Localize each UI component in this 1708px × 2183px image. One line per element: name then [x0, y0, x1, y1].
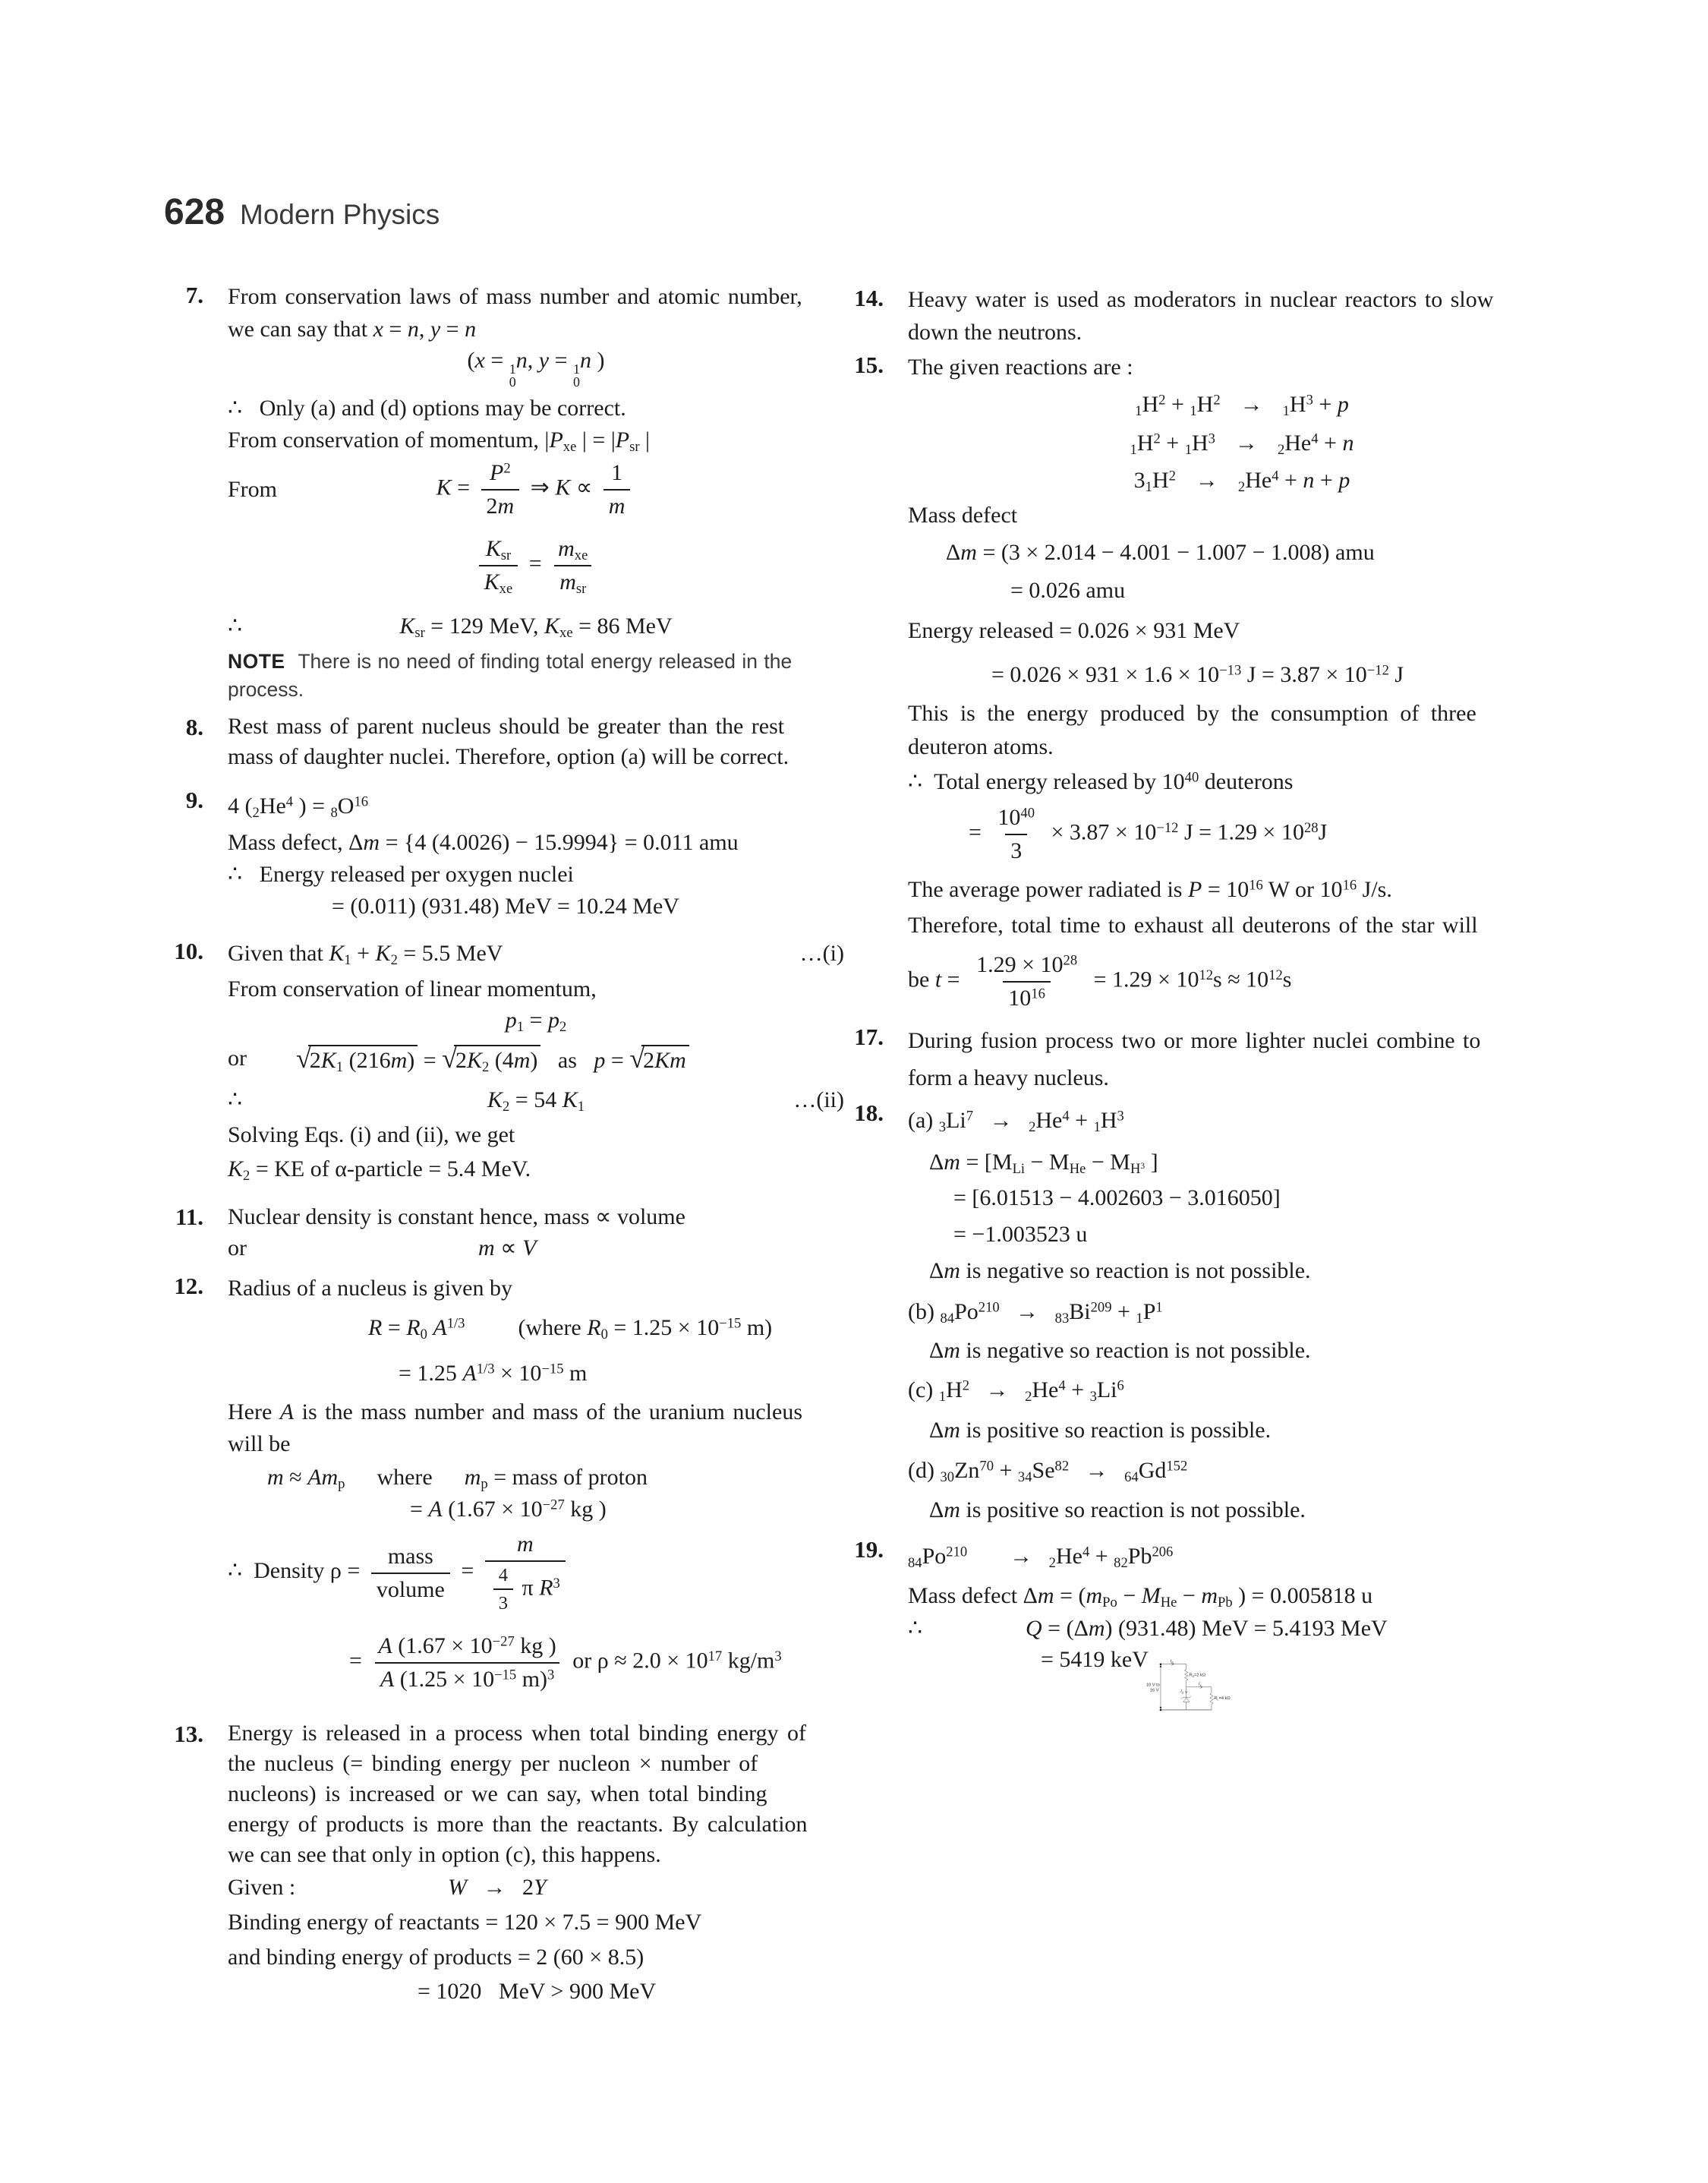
line-content: $K_2$ = KE of α-particle = 5.4 MeV.	[228, 1156, 531, 1184]
solution-item-17	[854, 1021, 1576, 1095]
line-content: Δm is negative so reaction is not possible.	[929, 1338, 1311, 1364]
solution-line	[908, 1534, 1576, 1579]
solution-item-10	[174, 935, 844, 1186]
line-prefix: From	[228, 477, 278, 503]
solution-line	[228, 425, 844, 456]
line-content: (c) $_1H^2 \to _2He^4 + _3Li^6$	[908, 1377, 1124, 1405]
solution-item-12	[174, 1270, 844, 1705]
item-number: 11.	[175, 1203, 203, 1230]
supply-label-line1: 10 V to	[1145, 1683, 1160, 1688]
solution-line	[908, 1144, 1576, 1181]
solution-line	[908, 1289, 1576, 1334]
il-label: $I_L$	[1199, 1681, 1202, 1687]
solution-line	[228, 935, 844, 972]
line-content: $\Delta m = [M_{Li} - M_{He} - M_{H^3}$ ]	[929, 1150, 1158, 1178]
solution-line	[908, 765, 1576, 799]
solution-line	[228, 391, 844, 425]
line-content: = $\frac{A (1.67 \times 10^{-27} kg )}{A (1.25 \times 10^{-15} m)^3}$ or $\rho \approx 2.0 \times 10^{17}$ $kg/m^3$	[349, 1633, 782, 1692]
solution-line	[908, 1021, 1576, 1061]
solution-line	[908, 349, 1576, 386]
solution-line	[228, 345, 844, 391]
line-content: Δm is positive so reaction is possible.	[929, 1417, 1272, 1443]
solution-item-7	[185, 279, 844, 706]
line-content: the nucleus (= binding energy per nucleon × number of	[228, 1751, 758, 1777]
line-content: m ∝ V	[478, 1235, 537, 1261]
line-content: (a) $_3Li^7 \to _2He^4 + _1H^3$	[908, 1108, 1124, 1136]
solution-line	[228, 1779, 844, 1809]
solution-line	[228, 1350, 844, 1397]
solution-line	[228, 1035, 844, 1082]
line-content: Binding energy of reactants = 120 × 7.5 = 900 MeV	[228, 1910, 702, 1935]
solution-line	[228, 1460, 844, 1494]
solution-line	[228, 1940, 844, 1974]
zener-diode	[1183, 1698, 1190, 1702]
solution-line	[228, 1201, 844, 1232]
solution-line	[908, 1216, 1576, 1253]
line-content: $_1H^2 + _1H^2 \to _1H^3 + p$	[1135, 392, 1349, 420]
item-number: 9.	[185, 787, 203, 813]
solution-line	[228, 1749, 844, 1779]
solution-item-13	[174, 1718, 844, 2008]
solution-line	[908, 317, 1576, 349]
line-content: From conservation of linear momentum,	[228, 976, 597, 1002]
supply-arrowhead-down	[1159, 1707, 1161, 1709]
line-content: = 0.026 amu	[1010, 577, 1126, 603]
solution-line	[228, 1306, 844, 1350]
solution-line	[908, 571, 1576, 610]
line-content: $3_1H^2 \to _2He^4 + n + p$	[1133, 467, 1350, 495]
solution-line	[908, 1181, 1576, 1216]
item-number: 12.	[174, 1273, 203, 1299]
solution-line	[228, 1232, 844, 1264]
item-number: 7.	[185, 282, 203, 308]
line-content: $_1H^2 + _1H^3 \to _2He^4 + n$	[1130, 431, 1354, 459]
solution-line	[228, 456, 844, 524]
line-content: ∴ Energy released per oxygen nuclei	[228, 861, 574, 887]
solution-item-15	[854, 349, 1576, 1021]
line-content: During fusion process two or more lighter nuclei combine to	[908, 1028, 1481, 1054]
line-content: = 5419 keV	[1041, 1647, 1149, 1673]
solution-line	[908, 942, 1576, 1021]
solution-line	[908, 1493, 1576, 1527]
top-node-dot	[1160, 1663, 1162, 1665]
solution-line	[908, 1612, 1576, 1645]
rl-label: $R_L=4$ kΩ	[1214, 1696, 1231, 1702]
line-content: (x = 1 0 n, y = 1 0 n )	[467, 347, 605, 390]
solution-line	[228, 1905, 844, 1940]
line-content: = 1.25 $A^{1/3} \times 10^{-15}$ m	[399, 1361, 588, 1386]
line-content: The given reactions are :	[908, 355, 1133, 380]
resistor-rs	[1185, 1670, 1188, 1680]
line-content: Energy is released in a process when total binding energy of	[228, 1721, 807, 1746]
solution-line	[228, 524, 844, 607]
line-content: Mass defect $\Delta m = (m_{Po} - M_{He} - m_{Pb}$ ) = 0.005818 u	[908, 1582, 1373, 1610]
is-label: $I_S$	[1170, 1659, 1174, 1664]
solution-line	[228, 1621, 844, 1705]
item-number: 15.	[854, 352, 884, 378]
solution-line	[908, 1448, 1576, 1493]
line-content: $√2K_1$ $(216m) = √2K_2$ (4m) as p = √2Km	[296, 1043, 689, 1074]
item-number: 13.	[174, 1721, 203, 1747]
solution-line	[228, 891, 844, 923]
solution-line	[908, 1579, 1576, 1612]
solution-line	[908, 651, 1576, 699]
page-title: Modern Physics	[240, 199, 440, 230]
line-prefix: or	[228, 1046, 247, 1071]
rs-label: $R_S=2$ kΩ	[1189, 1673, 1206, 1679]
solution-line	[228, 858, 844, 891]
line-content: form a heavy nucleus.	[908, 1065, 1109, 1090]
solution-line	[228, 1809, 844, 1840]
line-prefix: ∴	[908, 1615, 923, 1641]
line-content: The average power radiated is $P = 10^{16}$ W or $10^{16}$ J/s.	[908, 876, 1392, 902]
line-content: NOTE There is no need of finding total energy released in the process.	[228, 650, 793, 701]
solution-line	[228, 314, 844, 345]
solution-line	[908, 1097, 1576, 1144]
item-number: 8.	[185, 714, 203, 740]
line-content: Rest mass of parent nucleus should be greater than the rest	[228, 714, 785, 740]
solution-line	[228, 607, 844, 645]
solution-line	[228, 279, 844, 314]
solution-line	[908, 424, 1576, 463]
solution-line	[908, 610, 1576, 651]
iz-label: $I_Z$	[1180, 1689, 1184, 1695]
line-content: = A ($1.67 \times 10^{-27}$ kg )	[410, 1497, 607, 1522]
solution-line	[908, 910, 1576, 942]
equation-tag: …(ii)	[793, 1087, 844, 1113]
supply-arrowhead-up	[1159, 1665, 1161, 1667]
line-content: $K_2 = 54$ $K_1$	[487, 1087, 585, 1115]
line-content: = [6.01513 − 4.002603 − 3.016050]	[953, 1185, 1281, 1211]
line-content: $p_1 = p_2$	[505, 1008, 567, 1036]
solution-line	[908, 799, 1576, 869]
solution-line	[228, 1870, 844, 1905]
solution-line	[228, 1118, 844, 1152]
solution-line	[908, 282, 1576, 317]
supply-label-line2: 16 V	[1149, 1688, 1159, 1693]
line-content: From conservation laws of mass number and atomic number,	[228, 283, 802, 309]
solution-line	[908, 1253, 1576, 1289]
line-prefix: ∴	[228, 614, 243, 639]
line-content: down the neutrons.	[908, 320, 1082, 345]
resistor-rl	[1210, 1693, 1213, 1705]
line-prefix: Given :	[228, 1875, 296, 1901]
line-content: and binding energy of products = 2 (60 × 8.5)	[228, 1944, 644, 1970]
solution-line	[908, 1061, 1576, 1095]
solution-item-8	[185, 711, 844, 772]
line-content: (b) $_{84}Po^{210} \to _{83}Bi^{209} + _1P^1$	[908, 1298, 1163, 1327]
line-content: Mass defect, Δm = {4 (4.0026) − 15.9994} = 0.011 amu	[228, 830, 739, 856]
solution-line	[228, 1270, 844, 1306]
line-content: $_{84}Po^{210} \to _2He^4 + _{82}Pb^{206}$	[908, 1544, 1174, 1572]
line-content: From conservation of momentum, $|P_{xe}$ | = $|P_{sr}$ |	[228, 427, 651, 456]
solution-line	[228, 1494, 844, 1525]
solution-line	[228, 784, 844, 828]
solution-line	[228, 1397, 844, 1427]
solution-line	[228, 645, 844, 706]
line-content: deuteron atoms.	[908, 733, 1054, 759]
solution-line	[908, 463, 1576, 497]
item-number: 17.	[854, 1024, 884, 1050]
line-content: ∴ Density ρ = mass volume = m $\frac{4}{3}$ π $R^3$	[228, 1532, 571, 1614]
line-prefix: or	[228, 1235, 247, 1261]
line-content: will be	[228, 1431, 291, 1456]
line-content: Therefore, total time to exhaust all deuterons of the star will	[908, 913, 1478, 939]
line-content: nucleons) is increased or we can say, when total binding	[228, 1781, 767, 1807]
solution-line	[908, 497, 1576, 534]
line-content: mass of daughter nuclei. Therefore, option (a) will be correct.	[228, 744, 789, 770]
line-content: = $0.026 \times 931 \times 1.6 \times 10^{-13}$ $J = 3.87 \times 10^{-12}$ J	[991, 662, 1404, 688]
line-content: be t = $\frac{1.29 \times 10^{28}}{10^{16}}$ = $1.29 \times 10^{12}s \approx 10^{12}s$	[908, 951, 1292, 1011]
line-content: = 1020 MeV > 900 MeV	[418, 1978, 657, 2004]
line-content: = (0.011) (931.48) MeV = 10.24 MeV	[332, 894, 679, 920]
line-content: Δm is negative so reaction is not possible.	[929, 1258, 1311, 1284]
line-content: Δm = (3 × 2.014 − 4.001 − 1.007 − 1.008) amu	[946, 539, 1375, 565]
solution-line	[228, 742, 844, 772]
item-number: 10.	[174, 938, 203, 964]
item-number: 18.	[854, 1099, 884, 1126]
solution-line	[228, 1082, 844, 1118]
solution-line	[908, 1368, 1576, 1412]
solution-line	[908, 869, 1576, 910]
solution-line	[228, 1974, 844, 2008]
line-content: we can see that only in option (c), this happens.	[228, 1842, 661, 1868]
line-content: $K_{sr} = 129$ MeV, $K_{xe} = 86$ MeV	[399, 614, 673, 642]
solution-line	[228, 972, 844, 1006]
solution-line	[908, 1334, 1576, 1368]
line-content: K = $\frac{P^2}{2m}$ ⇒ K ∝ $\frac{1}{m}$	[436, 460, 636, 519]
solution-line	[908, 699, 1576, 729]
solution-item-14	[854, 282, 1576, 349]
solution-line	[908, 386, 1576, 424]
line-content: 4 ($_2He^4$ ) = $_8O^{16}$	[228, 793, 369, 821]
solution-item-11	[175, 1201, 844, 1264]
page-number: 628	[164, 192, 225, 232]
line-content: $R = R_0$ $A^{1/3}$ (where $R_0 = 1.25 \times 10^{-15}$ m)	[368, 1315, 773, 1343]
line-content: = $\frac{10^{40}}{3}$ × $3.87 \times 10^{-12}$ $J = 1.29 \times 10^{28}J$	[969, 804, 1328, 863]
item-number: 19.	[854, 1536, 884, 1563]
zener-regulator-circuit-figure	[949, 1655, 1632, 2027]
solution-line	[228, 828, 844, 858]
line-content: (d) $_{30}Zn^{70} + _{34}Se^{82} \to _{64}Gd^{152}$	[908, 1457, 1188, 1485]
line-content: we can say that x = n, y = n	[228, 317, 477, 342]
line-content: Mass defect	[908, 503, 1018, 528]
line-prefix: ∴	[228, 1087, 243, 1113]
line-content: This is the energy produced by the consumption of three	[908, 701, 1476, 727]
solution-item-19	[854, 1534, 1576, 1675]
line-content: Solving Eqs. (i) and (ii), we get	[228, 1122, 515, 1148]
line-content: $K_{sr}$ $K_{xe}$ = $m_{xe}$ $m_{sr}$	[474, 536, 599, 595]
equation-tag: …(i)	[799, 941, 844, 967]
line-content: Δm is positive so reaction is not possible.	[929, 1497, 1306, 1522]
line-content: Here A is the mass number and mass of the uranium nucleus	[228, 1399, 802, 1425]
line-content: ∴ Only (a) and (d) options may be correct.	[228, 395, 626, 421]
solution-item-9	[185, 784, 844, 923]
solution-line	[228, 711, 844, 742]
line-content: Nuclear density is constant hence, mass ∝ volume	[228, 1203, 685, 1229]
line-content: = −1.003523 u	[953, 1221, 1088, 1247]
solution-line	[908, 729, 1576, 765]
solution-line	[228, 1718, 844, 1749]
line-content: energy of products is more than the reactants. By calculation	[228, 1812, 808, 1838]
line-content: ∴ Total energy released by $10^{40}$ deuterons	[908, 768, 1294, 794]
line-content: Q = (Δm) (931.48) MeV = 5.4193 MeV	[1026, 1615, 1388, 1641]
line-content: Given that $K_1 + K_2 = 5.5$ MeV	[228, 941, 503, 969]
solution-line	[228, 1840, 844, 1870]
line-content: Radius of a nucleus is given by	[228, 1275, 512, 1301]
line-content: $m \approx Am_p$ where $m_p$ = mass of proton	[267, 1464, 648, 1492]
line-content: Energy released = 0.026 × 931 MeV	[908, 617, 1240, 643]
solution-line	[228, 1525, 844, 1621]
solution-line	[228, 1006, 844, 1035]
item-number: 14.	[854, 285, 884, 311]
solution-line	[908, 1412, 1576, 1448]
bottom-node-dot	[1160, 1709, 1162, 1711]
line-content: Heavy water is used as moderators in nuclear reactors to slow	[908, 286, 1494, 312]
line-content: W → 2Y	[448, 1875, 547, 1901]
solution-item-18	[854, 1097, 1576, 1527]
solution-line	[908, 534, 1576, 571]
solution-line	[228, 1427, 844, 1460]
solution-line	[228, 1152, 844, 1186]
